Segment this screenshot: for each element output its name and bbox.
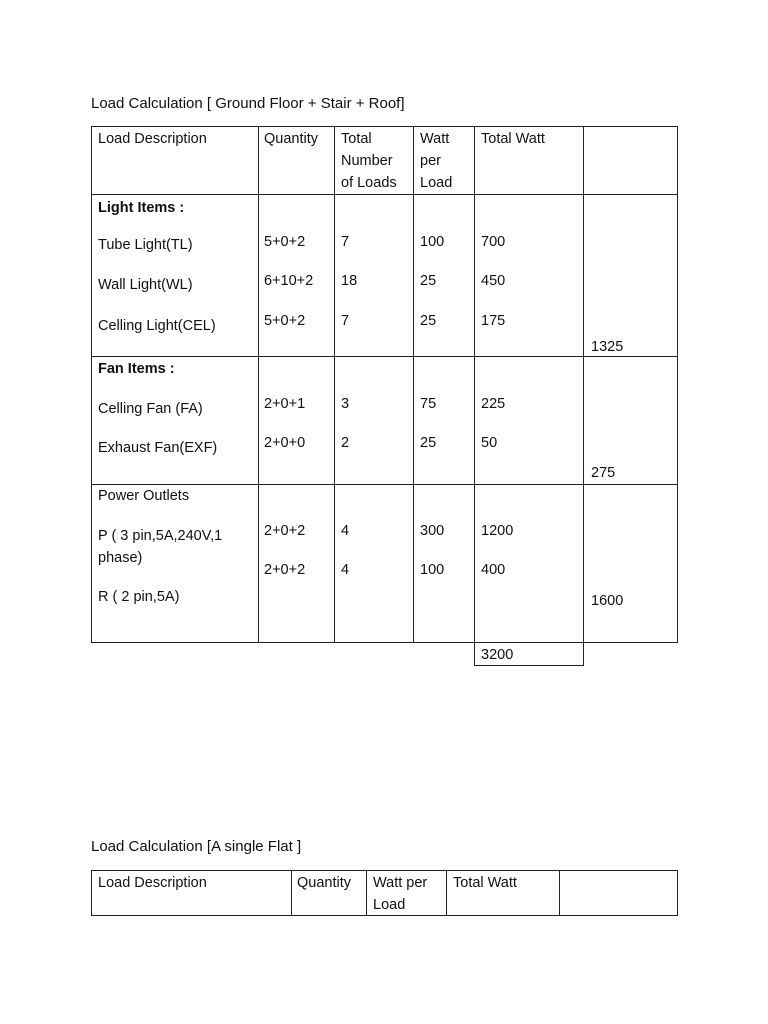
group-light-num-cell bbox=[334, 194, 414, 357]
item-desc: R ( 2 pin,5A) bbox=[98, 589, 180, 605]
group-light-total-cell bbox=[474, 194, 584, 357]
item-total: 450 bbox=[481, 273, 506, 289]
group-light-desc-cell bbox=[91, 194, 259, 357]
item-qty: 6+10+2 bbox=[264, 273, 314, 289]
group-light-subtotal-cell bbox=[583, 194, 678, 357]
item-watt: 25 bbox=[420, 273, 437, 289]
group-fan-subtotal-cell bbox=[583, 356, 678, 485]
grand-total: 3200 bbox=[481, 647, 514, 663]
item-qty: 5+0+2 bbox=[264, 234, 306, 250]
item-desc: Tube Light(TL) bbox=[98, 237, 193, 253]
group-light-watt-cell bbox=[413, 194, 475, 357]
header-watt-per-load: Watt per Load bbox=[373, 875, 428, 913]
group-light-qty-cell bbox=[258, 194, 335, 357]
item-num: 7 bbox=[341, 234, 350, 250]
item-total: 700 bbox=[481, 234, 506, 250]
item-qty: 2+0+0 bbox=[264, 435, 306, 451]
header-cell bbox=[413, 126, 475, 195]
header-cell-blank bbox=[583, 126, 678, 195]
header-cell bbox=[91, 870, 292, 916]
group-fan-watt-cell bbox=[413, 356, 475, 485]
header-load-description: Load Description bbox=[98, 131, 207, 147]
header-cell bbox=[366, 870, 447, 916]
item-watt: 75 bbox=[420, 396, 437, 412]
item-watt: 100 bbox=[420, 562, 445, 578]
table2-title: Load Calculation [A single Flat ] bbox=[91, 838, 302, 855]
header-cell bbox=[291, 870, 367, 916]
header-quantity: Quantity bbox=[297, 875, 351, 891]
item-total: 175 bbox=[481, 313, 506, 329]
header-cell bbox=[91, 126, 259, 195]
item-qty: 5+0+2 bbox=[264, 313, 306, 329]
group-power-qty-cell bbox=[258, 484, 335, 643]
item-desc: P ( 3 pin,5A,240V,1 phase) bbox=[98, 528, 223, 566]
header-cell bbox=[446, 870, 560, 916]
item-num: 18 bbox=[341, 273, 358, 289]
grand-total-cell bbox=[474, 642, 584, 666]
item-num: 4 bbox=[341, 562, 350, 578]
item-desc: Celling Light(CEL) bbox=[98, 318, 216, 334]
group-subtotal: 1325 bbox=[591, 339, 624, 355]
item-total: 50 bbox=[481, 435, 498, 451]
group-subtotal: 275 bbox=[591, 465, 616, 481]
item-total: 400 bbox=[481, 562, 506, 578]
header-total-number-of-loads: Total Number of Loads bbox=[341, 131, 397, 191]
table1-title: Load Calculation [ Ground Floor + Stair + Roof] bbox=[91, 95, 405, 112]
header-cell bbox=[474, 126, 584, 195]
item-desc: Celling Fan (FA) bbox=[98, 401, 203, 417]
item-qty: 2+0+1 bbox=[264, 396, 306, 412]
header-load-description: Load Description bbox=[98, 875, 207, 891]
header-total-watt: Total Watt bbox=[481, 131, 545, 147]
item-total: 225 bbox=[481, 396, 506, 412]
item-total: 1200 bbox=[481, 523, 514, 539]
item-num: 4 bbox=[341, 523, 350, 539]
header-watt-per-load: Watt per Load bbox=[420, 131, 453, 191]
group-fan-num-cell bbox=[334, 356, 414, 485]
header-cell bbox=[258, 126, 335, 195]
header-quantity: Quantity bbox=[264, 131, 318, 147]
group-heading-fan: Fan Items : bbox=[98, 361, 175, 377]
group-fan-desc-cell bbox=[91, 356, 259, 485]
item-watt: 300 bbox=[420, 523, 445, 539]
item-desc: Wall Light(WL) bbox=[98, 277, 193, 293]
item-watt: 25 bbox=[420, 435, 437, 451]
group-power-watt-cell bbox=[413, 484, 475, 643]
group-fan-qty-cell bbox=[258, 356, 335, 485]
item-num: 3 bbox=[341, 396, 350, 412]
item-watt: 100 bbox=[420, 234, 445, 250]
group-power-subtotal-cell bbox=[583, 484, 678, 643]
item-qty: 2+0+2 bbox=[264, 523, 306, 539]
header-cell bbox=[334, 126, 414, 195]
group-power-desc-cell bbox=[91, 484, 259, 643]
item-num: 7 bbox=[341, 313, 350, 329]
item-desc: Exhaust Fan(EXF) bbox=[98, 440, 218, 456]
group-heading-light: Light Items : bbox=[98, 200, 185, 216]
group-power-num-cell bbox=[334, 484, 414, 643]
header-cell-blank bbox=[559, 870, 678, 916]
header-total-watt: Total Watt bbox=[453, 875, 517, 891]
item-num: 2 bbox=[341, 435, 350, 451]
item-qty: 2+0+2 bbox=[264, 562, 306, 578]
group-fan-total-cell bbox=[474, 356, 584, 485]
group-power-total-cell bbox=[474, 484, 584, 643]
group-heading-power: Power Outlets bbox=[98, 488, 190, 504]
group-subtotal: 1600 bbox=[591, 593, 624, 609]
item-watt: 25 bbox=[420, 313, 437, 329]
